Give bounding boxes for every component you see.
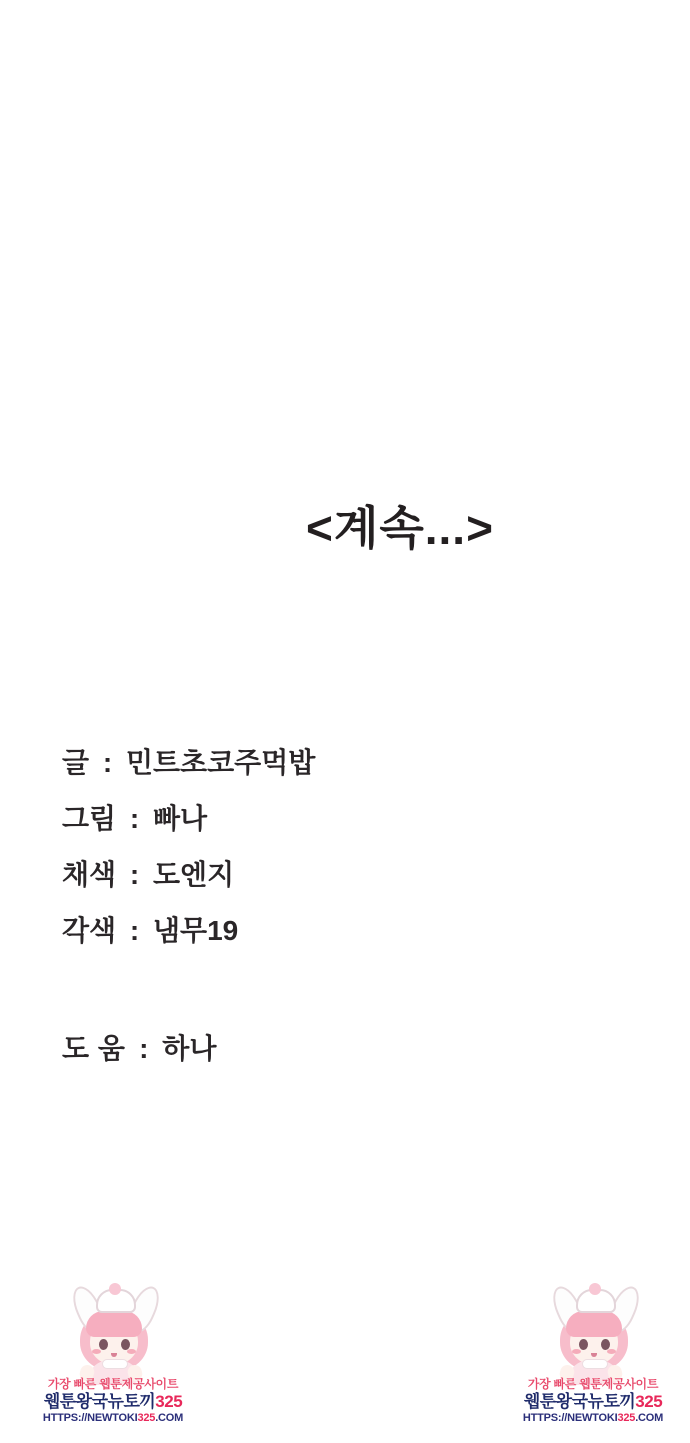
bunny-girl-chibi-icon (66, 1283, 162, 1383)
watermark-site-name-text: 웹툰왕국뉴토끼 (43, 1392, 156, 1411)
watermark-right (518, 1283, 668, 1443)
watermark-url-prefix: HTTPS://NEWTOKI (522, 1412, 618, 1424)
credit-role: 그림 (62, 803, 117, 834)
credit-separator: : (129, 915, 140, 946)
watermark-left (38, 1283, 188, 1443)
credit-role: 도 움 (62, 1033, 126, 1064)
watermark-site-number: 325 (635, 1392, 663, 1411)
watermark-site-name (38, 1392, 188, 1411)
watermark-url-prefix: HTTPS://NEWTOKI (42, 1412, 138, 1424)
watermark-text-group (38, 1377, 188, 1425)
credits-block (62, 735, 562, 1077)
watermark-site-name-text: 웹툰왕국뉴토끼 (523, 1392, 636, 1411)
credit-row-helper (62, 1021, 562, 1077)
credit-name: 민트초코주먹밥 (125, 747, 316, 778)
credit-name: 빠나 (153, 803, 208, 834)
watermark-url[interactable] (38, 1411, 188, 1425)
watermark-url[interactable] (518, 1411, 668, 1425)
credit-row (62, 847, 562, 903)
watermark-url-suffix: .COM (635, 1412, 664, 1424)
credit-name: 하나 (162, 1033, 217, 1064)
credit-separator: : (139, 1033, 149, 1064)
credit-separator: : (129, 803, 140, 834)
credit-role: 각색 (62, 915, 117, 946)
watermark-text-group (518, 1377, 668, 1425)
credit-name: 도엔지 (153, 859, 235, 890)
credit-row (62, 791, 562, 847)
credit-role: 글 (62, 747, 90, 778)
credits-spacer (62, 959, 562, 1021)
credit-separator: : (129, 859, 140, 890)
credit-separator: : (102, 747, 113, 778)
to-be-continued-text: <계속...> (306, 502, 494, 554)
credit-name: 냄무19 (153, 915, 239, 946)
credit-row (62, 903, 562, 959)
bunny-girl-chibi-icon (546, 1283, 642, 1383)
credit-role: 채색 (62, 859, 117, 890)
watermark-site-name (518, 1392, 668, 1411)
watermark-tagline: 가장 빠른 웹툰제공사이트 (47, 1377, 179, 1391)
watermark-site-number: 325 (155, 1392, 183, 1411)
watermark-tagline: 가장 빠른 웹툰제공사이트 (527, 1377, 659, 1391)
credit-row (62, 735, 562, 791)
watermark-url-suffix: .COM (155, 1412, 184, 1424)
watermark-url-number: 325 (617, 1412, 636, 1424)
watermark-url-number: 325 (137, 1412, 156, 1424)
